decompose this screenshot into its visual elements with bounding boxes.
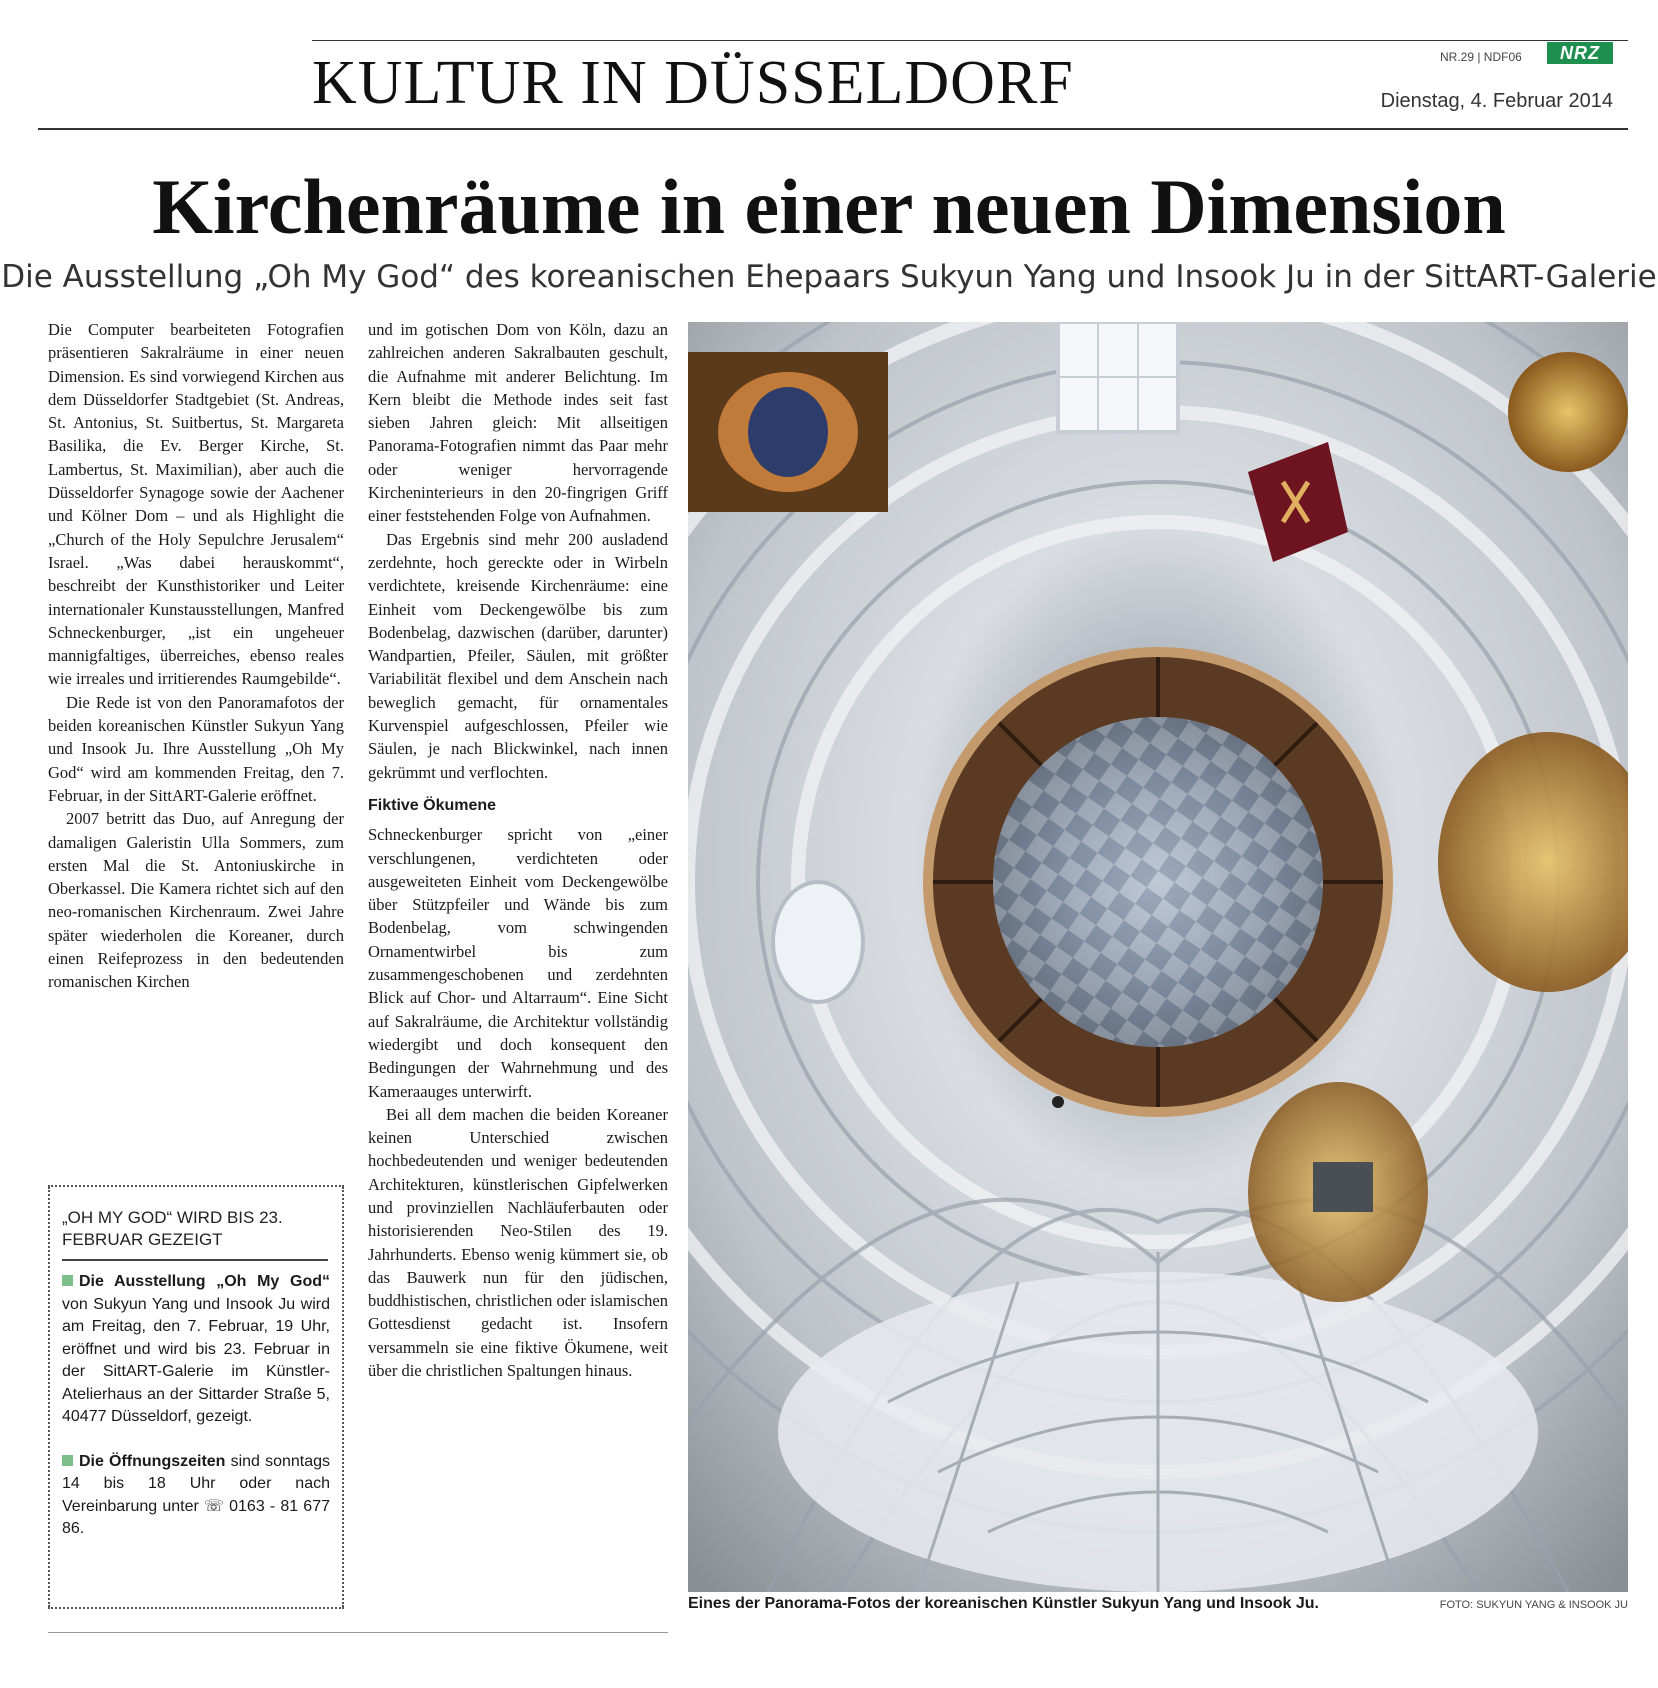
paragraph: und im gotischen Dom von Köln, dazu an zahlreichen anderen Sakralbauten geschult, die Aufnahme mit anderer Belichtung. Im Kern bleibt die Methode indes seit fast sieben Jahren gleich: Mit allseitigen Panorama-Fotografien nimmt das Paar mehr oder weniger hervorragende Kircheninterieurs in den 20-fingrigen Griff einer feststehenden Folge von Aufnahmen. <box>368 320 668 526</box>
top-rule <box>312 40 1628 41</box>
info-item-text: sind sonntags 14 bis 18 Uhr oder nach Vereinbarung unter ☏ 0163 - 81 677 86. <box>62 1452 331 1537</box>
article-column-2 <box>368 318 668 1382</box>
article-column-1 <box>48 318 344 994</box>
panorama-photo <box>688 322 1628 1592</box>
info-box <box>48 1185 344 1609</box>
issue-number: NR.29 | NDF06 <box>1440 50 1522 64</box>
paragraph: Schneckenburger spricht von „einer verschlungenen, verdichteten oder ausgeweiteten Einheit vom Deckengewölbe über Stützpfeiler und Wände bis zum Bodenbelag, vom schwingenden Ornamentwirbel bis zum zusammengeschobenen und zerdehnten Blick auf Chor- und Altarraum“. Eine Sicht auf Sakralräume, die Architektur vollständig wiedergibt und doch konsequent den Bedingungen der Wahrnehmung und des Kameraauges unterwirft. <box>368 825 668 1101</box>
bullet-square-icon <box>62 1455 73 1466</box>
info-item-lead: Die Ausstellung „Oh My God“ <box>79 1273 330 1290</box>
paragraph: Das Ergebnis sind mehr 200 ausladend zerdehnte, hoch gereckte oder in Wirbeln verdichtete, kreisende Kirchenräume: eine Einheit vom Deckengewölbe bis zum Bodenbelag, dazwischen (darüber, darunter) Wandpartien, Pfeiler, Säulen, mit größter Variabilität flexibel und dem Anschein nach beweglich gemacht, für ornamentales Kurvenspiel aufgeschlossen, Pfeiler wie Säulen, je nach Blickwinkel, nach innen gekrümmt und verflochten. <box>368 529 668 782</box>
info-item-lead: Die Öffnungszeiten <box>79 1452 226 1470</box>
info-item-text: von Sukyun Yang und Insook Ju wird am Freitag, den 7. Februar, 19 Uhr, eröffnet und wird bis 23. Februar in der SittART-Galerie im Künstler-Atelierhaus an der Sittarder Straße 5, 40477 Düsseldorf, gezeigt. <box>62 1295 330 1425</box>
header-rule <box>38 128 1628 130</box>
subheadline: Die Ausstellung „Oh My God“ des koreanischen Ehepaars Sukyun Yang und Insook Ju in der SittART-Galerie <box>1 259 1657 295</box>
paragraph: Die Rede ist von den Panoramafotos der beiden koreanischen Künstler Sukyun Yang und Insook Ju. Ihre Ausstellung „Oh My God“ wird am kommenden Freitag, den 7. Februar, in der SittART-Galerie eröffnet. <box>48 692 344 805</box>
paragraph: Bei all dem machen die beiden Koreaner keinen Unterschied zwischen hochbedeutenden und weniger bedeutenden Architekturen, künstlerischen Gipfelwerken und provinziellen Nachläuferbauten oder historisierenden Neo-Stilen des 19. Jahrhunderts. Ebenso wenig kümmert sie, ob das Bauwerk nun für den jüdischen, buddhistischen, christlichen oder islamischen Gottesdienst gedacht ist. Insofern versammeln sie eine fiktive Ökumene, weit über die christlichen Spaltungen hinaus. <box>368 1104 668 1381</box>
photo-credit: FOTO: SUKYUN YANG & INSOOK JU <box>1439 1599 1628 1611</box>
info-box-border <box>342 1187 344 1607</box>
info-item <box>62 1451 330 1541</box>
section-title: KULTUR IN DÜSSELDORF <box>312 49 1074 117</box>
bullet-square-icon <box>62 1275 73 1286</box>
info-box-body <box>62 1271 330 1563</box>
info-box-title: „OH MY GOD“ WIRD BIS 23. FEBRUAR GEZEIGT <box>62 1208 283 1249</box>
photo-caption: Eines der Panorama-Fotos der koreanischen Künstler Sukyun Yang und Insook Ju. <box>688 1595 1319 1612</box>
info-item <box>62 1271 330 1429</box>
nrz-logo: NRZ <box>1547 42 1613 64</box>
info-box-divider <box>62 1259 328 1261</box>
church-panorama-image <box>688 322 1628 1592</box>
column-bottom-rule <box>48 1632 668 1633</box>
info-box-border <box>48 1187 50 1607</box>
publication-date: Dienstag, 4. Februar 2014 <box>1380 90 1613 112</box>
paragraph: Die Computer bearbeiteten Fotografien präsentieren Sakralräume in einer neuen Dimension. Es sind vorwiegend Kirchen aus dem Düsseldorfer Stadtgebiet (St. Andreas, St. Antonius, St. Suitbertus, St. Margareta Basilika, die Ev. Berger Kirche, St. Lambertus, St. Maximilian), aber auch die Düsseldorfer Synagoge sowie der Aachener und Kölner Dom – und als Highlight die „Church of the Holy Sepulchre Jerusalem“ Israel. „Was dabei herauskommt“, beschreibt der Kunsthistoriker und Leiter internationaler Kunstausstellungen, Manfred Schneckenburger, „ist ein ungeheuer mannigfaltiges, überreiches, ebenso reales wie irreales und irritierendes Raumgebilde“. <box>48 320 344 689</box>
subheading: Fiktive Ökumene <box>368 796 497 814</box>
paragraph: 2007 betritt das Duo, auf Anregung der damaligen Galeristin Ulla Sommers, zum ersten Mal die St. Antoniuskirche in Oberkassel. Die Kamera richtet sich auf den neo-romanischen Kirchenraum. Zwei Jahre später wiederholen die Koreaner, durch einen Reifeprozess in den bedeutenden romanischen Kirchen <box>48 809 344 992</box>
headline: Kirchenräume in einer neuen Dimension <box>152 163 1506 250</box>
